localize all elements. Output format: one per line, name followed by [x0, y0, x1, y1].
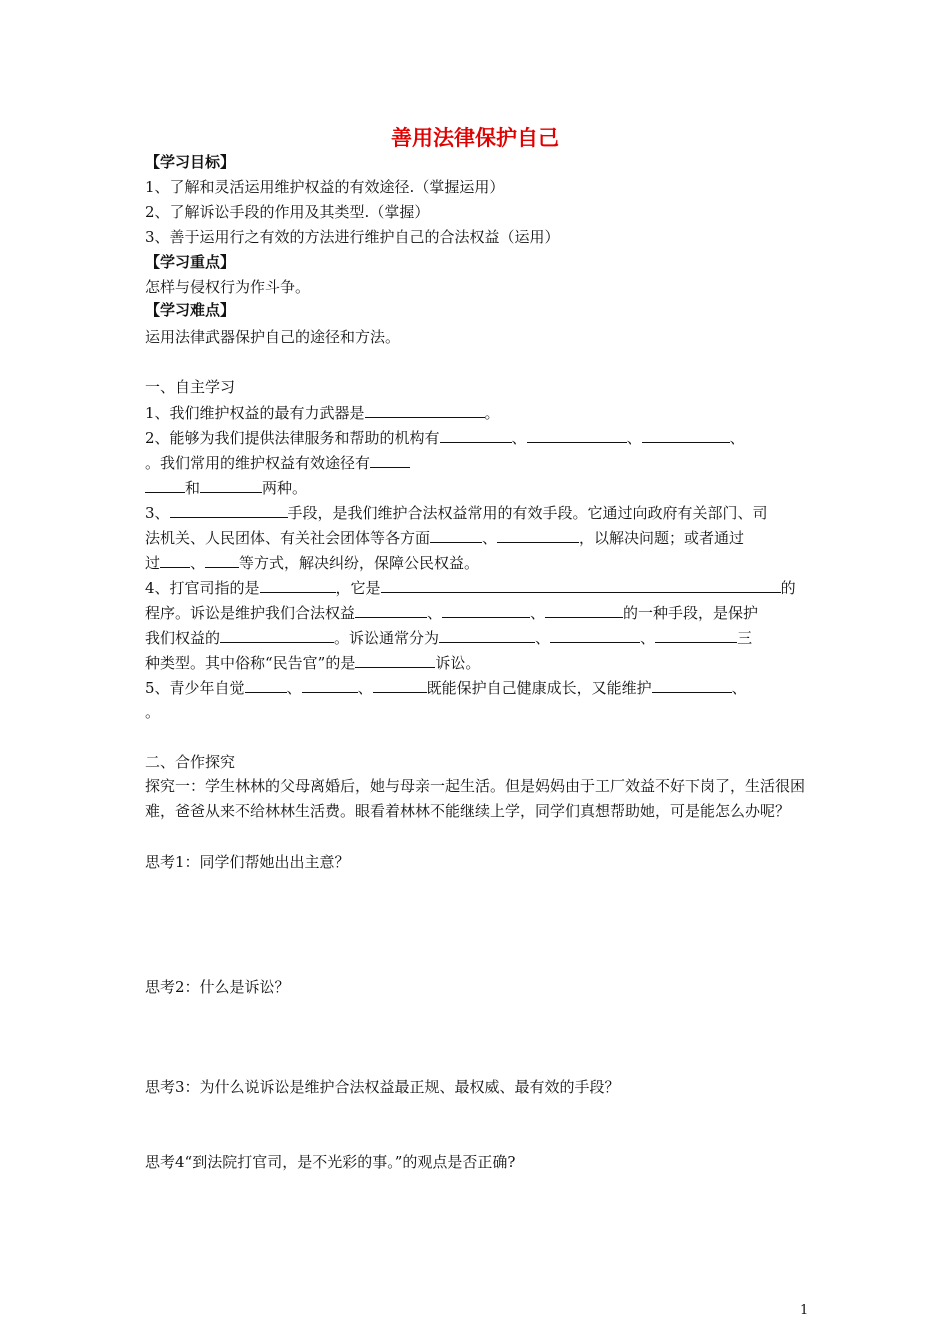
question-1: 1、我们维护权益的最有力武器是 。	[145, 404, 500, 422]
goal-item: 3、善于运用行之有效的方法进行维护自己的合法权益（运用）	[145, 228, 560, 246]
answer-blank[interactable]	[497, 527, 579, 543]
answer-blank[interactable]	[355, 652, 435, 668]
focus-header: 【学习重点】	[145, 253, 236, 271]
answer-blank[interactable]	[439, 627, 535, 643]
question-4: 4、打官司指的是 ，它是 的	[145, 579, 796, 597]
difficulty-header: 【学习难点】	[145, 301, 236, 319]
question-3-cont: 法机关、人民团体、有关社会团体等各方面 、 ，以解决问题；或者通过	[145, 529, 745, 547]
answer-blank[interactable]	[355, 602, 427, 618]
answer-blank[interactable]	[245, 677, 287, 693]
answer-blank[interactable]	[655, 627, 737, 643]
question-2-cont: 和 两种。	[145, 477, 307, 498]
answer-blank[interactable]	[302, 677, 358, 693]
question-3: 3、 手段，是我们维护合法权益常用的有效手段。它通过向政府有关部门、司	[145, 504, 768, 522]
goals-header: 【学习目标】	[145, 153, 236, 171]
think-question-3: 思考3：为什么说诉讼是维护合法权益最正规、最权威、最有效的手段？	[145, 1078, 620, 1096]
answer-blank[interactable]	[160, 552, 190, 568]
question-4-cont: 程序。诉讼是维护我们合法权益 、 、 的一种手段，是保护	[145, 604, 759, 622]
question-4-cont: 种类型。其中俗称“民告官”的是 诉讼。	[145, 654, 481, 672]
answer-blank[interactable]	[373, 677, 427, 693]
question-4-cont: 我们权益的 。诉讼通常分为 、 、 三	[145, 629, 753, 647]
case-study-text: 探究一：学生林林的父母离婚后，她与母亲一起生活。但是妈妈由于工厂效益不好下岗了，生活很困难，爸爸从来不给林林生活费。眼看着林林不能继续上学，同学们真想帮助她，可是能怎么办呢？	[145, 777, 806, 820]
question-3-cont: 过 、 等方式，解决纠纷，保障公民权益。	[145, 554, 480, 572]
question-2: 2、能够为我们提供法律服务和帮助的机构有 、 、 、	[145, 429, 745, 447]
think-question-2: 思考2：什么是诉讼？	[145, 978, 290, 996]
answer-blank[interactable]	[370, 452, 410, 468]
answer-blank[interactable]	[545, 602, 623, 618]
focus-text: 怎样与侵权行为作斗争。	[145, 278, 311, 296]
difficulty-text: 运用法律武器保护自己的途径和方法。	[145, 328, 401, 346]
answer-blank[interactable]	[205, 552, 239, 568]
question-5-cont: 。	[145, 703, 161, 721]
page-number: 1	[800, 1303, 809, 1318]
answer-blank[interactable]	[527, 427, 627, 443]
answer-blank[interactable]	[550, 627, 640, 643]
section2-heading: 二、合作探究	[145, 753, 236, 771]
answer-blank[interactable]	[440, 427, 512, 443]
goal-item: 2、了解诉讼手段的作用及其类型.（掌握）	[145, 203, 430, 221]
page-title: 善用法律保护自己	[391, 126, 559, 150]
answer-blank[interactable]	[200, 477, 262, 493]
answer-blank[interactable]	[430, 527, 482, 543]
answer-blank[interactable]	[642, 427, 730, 443]
think-question-1: 思考1：同学们帮她出出主意？	[145, 853, 350, 871]
think-question-4: 思考4“到法院打官司，是不光彩的事。”的观点是否正确?	[145, 1153, 516, 1171]
goal-item: 1、了解和灵活运用维护权益的有效途径.（掌握运用）	[145, 178, 505, 196]
section1-heading: 一、自主学习	[145, 378, 236, 396]
answer-blank[interactable]	[260, 577, 336, 593]
answer-blank[interactable]	[381, 577, 781, 593]
question-2-cont: 。我们常用的维护权益有效途径有	[145, 452, 410, 473]
answer-blank[interactable]	[170, 502, 288, 518]
answer-blank[interactable]	[652, 677, 732, 693]
question-5: 5、青少年自觉 、 、 既能保护自己健康成长，又能维护 、	[145, 679, 747, 697]
answer-blank[interactable]	[442, 602, 530, 618]
answer-blank[interactable]	[220, 627, 334, 643]
answer-blank[interactable]	[145, 477, 185, 493]
answer-blank[interactable]	[365, 402, 485, 418]
